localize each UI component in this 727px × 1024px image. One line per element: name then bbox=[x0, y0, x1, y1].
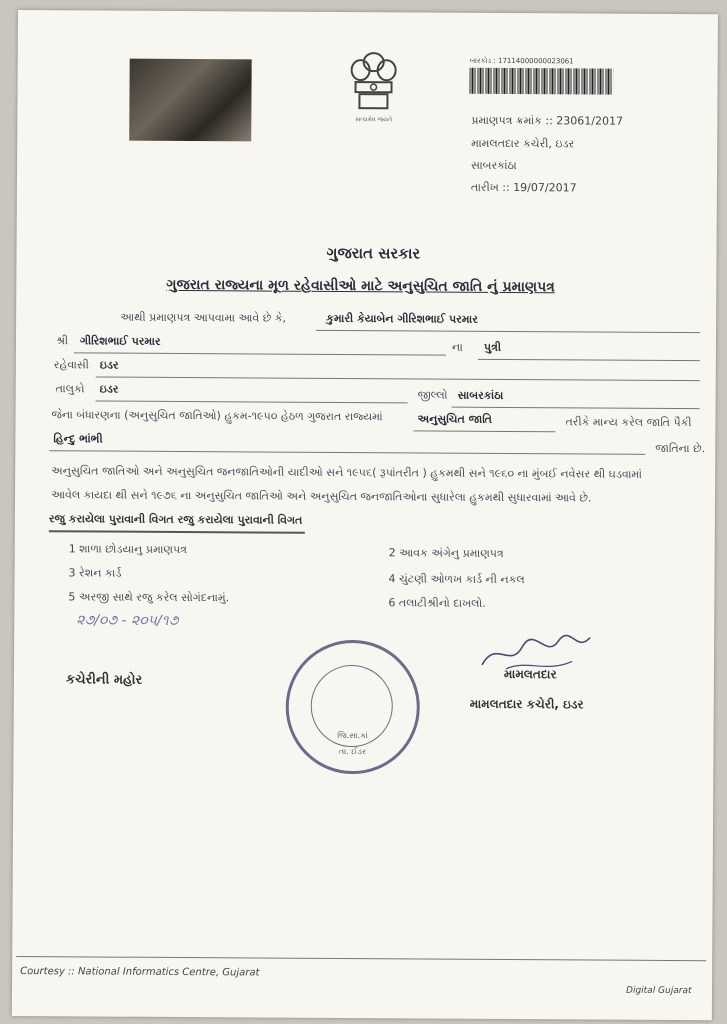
category-value: અનુસુચિત જાતિ bbox=[417, 412, 493, 426]
seal-text: તા. ઈડર bbox=[338, 746, 367, 757]
office-seal bbox=[285, 640, 420, 775]
shri-label: શ્રી bbox=[55, 334, 69, 348]
certificate-page bbox=[12, 10, 718, 1020]
resident-label: રહેવાસી bbox=[53, 358, 89, 372]
act-line-2: આવેલ કાયદા થી સને ૧૯૭૬ ના અનુસુચિત જાતિઓ અને અનુસુચિત જનજાતિઓના સુધારેલા હુકમથી સુધારવામાં આવે છે. bbox=[51, 488, 592, 505]
relation-label: ના bbox=[451, 340, 463, 354]
courtesy-text: Courtesy :: National Informatics Centre, Gujarat bbox=[20, 966, 260, 979]
caste-suffix: જાતિના છે. bbox=[655, 441, 706, 456]
document-item: 6 તલાટીશ્રીનો દાખલો. bbox=[388, 596, 486, 610]
government-title: ગુજરાત સરકાર bbox=[326, 243, 421, 263]
document-item: 3 રેશન કાર્ડ bbox=[68, 566, 122, 580]
intro-text: આથી પ્રમાણપત્ર આપવામા આવે છે કે, bbox=[120, 310, 287, 325]
national-emblem-icon bbox=[347, 48, 399, 114]
act-line-1: અનુસુચિત જાતિઓ અને અનુસુચિત જનજાતિઓની યાદીઓ સને ૧૯૫૬( રૂપાંતરીત ) હુકમથી સને ૧૯૬૦ ના મુંબઈ નવેસર થી ઘડવામાં bbox=[51, 464, 642, 481]
document-item: 4 ચુંટણી ઓળખ કાર્ડ ની નકલ bbox=[388, 572, 525, 587]
resident-value: ઇડર bbox=[99, 358, 119, 372]
document-item: 2 આવક અંગેનુ પ્રમાણપત્ર bbox=[388, 546, 504, 560]
district-label: જીલ્લો bbox=[417, 388, 448, 402]
issuing-office: મામલતદાર કચેરી, ઇડર bbox=[471, 136, 575, 151]
document-item: 5 અરજી સાથે રજુ કરેલ સોગંદનામું. bbox=[68, 590, 230, 605]
taluka-label: તાલુકો bbox=[55, 382, 85, 396]
documents-heading: રજુ કરાયેલા પુરાવાની વિગત રજુ કરાયેલા પુરાવાની વિગત bbox=[48, 512, 303, 527]
certificate-title: ગુજરાત રાજ્યના મૂળ રહેવાસીઓ માટે અનુસુચિત જાતિ નું પ્રમાણપત્ર bbox=[166, 276, 555, 296]
seal-text: જિ.સા.કાં bbox=[337, 730, 368, 741]
officer-office: મામલતદાર કચેરી, ઇડર bbox=[469, 696, 584, 712]
emblem-motto: સત્યમેવ જયતે bbox=[355, 116, 393, 124]
digital-gujarat: Digital Gujarat bbox=[625, 985, 692, 997]
caste-order-text: જેના બંધારણના (અનુસુચિત જાતિઓ) હુકમ-૧૯૫૦ હેઠળ ગુજરાત રાજ્યમાં bbox=[51, 408, 383, 424]
officer-title: મામલતદાર bbox=[503, 666, 557, 682]
caste-value: હિન્દુ ભાંભી bbox=[53, 432, 103, 446]
office-stamp-label: કચેરીની મહોર bbox=[65, 672, 143, 688]
barcode-number: બારકોડ : 17114000000023061 bbox=[469, 56, 574, 66]
handwritten-note: ૨૭/૦૭ - ૨૦૫/૧૭ bbox=[76, 612, 179, 629]
applicant-photo bbox=[129, 59, 251, 142]
document-item: 1 શાળા છોડયાનુ પ્રમાણપત્ર bbox=[68, 542, 187, 557]
holder-name: કુમારી કેયાબેન ગીરિશભાઈ પરમાર bbox=[326, 311, 479, 326]
father-name: ગીરિશભાઈ પરમાર bbox=[79, 334, 161, 348]
taluka-value: ઇડર bbox=[99, 382, 119, 396]
issuing-district: સાબરકાંઠા bbox=[471, 158, 517, 173]
issue-date: તારીખ :: 19/07/2017 bbox=[470, 180, 577, 195]
certificate-number: પ્રમાણપત્ર ક્રમાંક :: 23061/2017 bbox=[471, 113, 624, 128]
barcode bbox=[469, 68, 613, 95]
district-value: સાબરકાંઠા bbox=[457, 388, 504, 402]
recognized-caste-text: તરીકે માન્ય કરેલ જાતિ પૈકી bbox=[565, 415, 692, 430]
relation-value: પુત્રી bbox=[483, 340, 502, 354]
